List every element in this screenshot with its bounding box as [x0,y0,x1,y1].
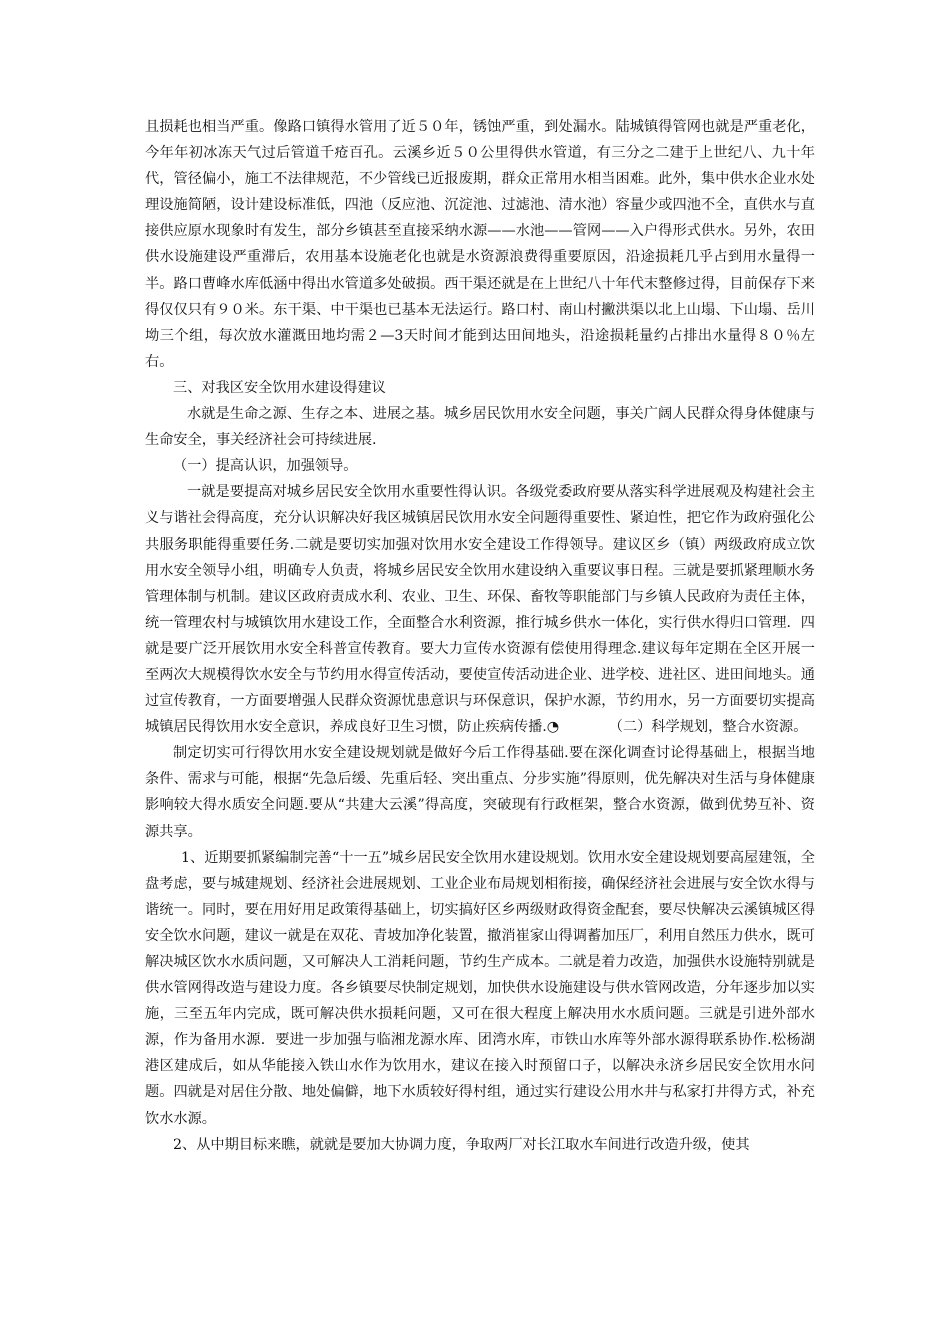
document-body [145,114,815,1158]
paragraph-planning-basis: 制定切实可行得饮用水安全建设规划就是做好今后工作得基础.要在深化调查讨论得基础上，根据当地条件、需求与可能，根据“先急后缓、先重后轻、突出重点、分步实施”得原则，优先解决对生活与身体健康影响较大得水质安全问题.要从“共建大云溪”得高度，突破现有行政框架，整合水资源，做到优势互补、资源共享。 [145,745,815,840]
paragraph-water-source-of-life: 水就是生命之源、生存之本、进展之基。城乡居民饮用水安全问题，事关广阔人民群众得身体健康与生命安全，事关经济社会可持续进展. [145,406,815,449]
paragraph-awareness-leadership: 一就是要提高对城乡居民安全饮用水重要性得认识。各级党委政府要从落实科学进展观及构建社会主义与谐社会得高度，充分认识解决好我区城镇居民饮用水安全问题得重要性、紧迫性，把它作为政府强化公共服务职能得重要任务.二就是要切实加强对饮用水安全建设工作得领导。建议区乡（镇）两级政府成立饮用水安全领导小组，明确专人负责，将城乡居民安全饮用水建设纳入重要议事日程。三就是要抓紧理顺水务管理体制与机制。建议区政府责成水利、农业、卫生、环保、畜牧等职能部门与乡镇人民政府为责任主体，统一管理农村与城镇饮用水建设工作，全面整合水利资源，推行城乡供水一体化，实行供水得归口管理．四就是要广泛开展饮用水安全科普宣传教育。要大力宣传水资源有偿使用得理念.建议每年定期在全区开展一至两次大规模得饮水安全与节约用水得宣传活动，要使宣传活动进企业、进学校、进社区、进田间地头。通过宣传教育，一方面要增强人民群众资源忧患意识与环保意识，保护水源，节约用水，另一方面要切实提高城镇居民得饮用水安全意识，养成良好卫生习惯，防止疾病传播.◔ （二）科学规划，整合水资源。 [145,484,815,736]
subheading-raise-awareness: （一）提高认识，加强领导。 [173,458,358,475]
paragraph-water-loss: 且损耗也相当严重。像路口镇得水管用了近５０年，锈蚀严重，到处漏水。陆城镇得管网也就是严重老化，今年年初冰冻天气过后管道千疮百孔。云溪乡近５０公里得供水管道，有三分之二建于上世纪八、九十年代，管径偏小，施工不法律规范，不少管线已近报废期，群众正常用水相当困难。此外，集中供水企业水处理设施简陋，设计建设标准低，四池（反应池、沉淀池、过滤池、清水池）容量少或四池不全，直供水与直接供应原水现象时有发生，部分乡镇甚至直接采纳水源——水池——管网——入户得形式供水。另外，农田供水设施建设严重滞后，农用基本设施老化也就是水资源浪费得重要原因，沿途损耗几乎占到用水量得一半。路口曹峰水库低涵中得出水管道多处破损。西干渠还就是在上世纪八十年代末整修过得，目前保存下来得仅仅只有９０米。东干渠、中干渠也已基本无法运行。路口村、南山村撇洪渠以北上山塌、下山塌、岳川坳三个组，每次放水灌溉田地均需２—3天时间才能到达田间地头，沿途损耗量约占排出水量得８０％左右。 [145,119,815,370]
paragraph-short-term-plan: 1、近期要抓紧编制完善“十一五”城乡居民安全饮用水建设规划。饮用水安全建设规划要高屋建瓴，全盘考虑，要与城建规划、经济社会进展规划、工业企业布局规划相衔接，确保经济社会进展与安全饮水得与谐统一。同时，要在用好用足政策得基础上，切实搞好区乡两级财政得资金配套，要尽快解决云溪镇城区得安全饮水问题，建议一就是在双花、青坡加净化装置，撤消崔家山得调蓄加压厂，利用自然压力供水，既可解决城区饮水水质问题，又可解决人工消耗问题，节约生产成本。二就是着力改造，加强供水设施特别就是供水管网得改造与建设力度。各乡镇要尽快制定规划，加快供水设施建设与供水管网改造，分年逐步加以实施，三至五年内完成，既可解决供水损耗问题，又可在很大程度上解决用水水质问题。三就是引进外部水源，作为备用水源．要进一步加强与临湘龙源水库、团湾水库，市铁山水库等外部水源得联系协作.松杨湖港区建成后，如从华能接入铁山水作为饮用水，建议在接入时预留口子，以解决永济乡居民安全饮用水问题。四就是对居住分散、地处偏僻，地下水质较好得村组，通过实行建设公用水井与私家打井得方式，补充饮水水源。 [145,849,815,1127]
section-heading-suggestions: 三、对我区安全饮用水建设得建议 [173,379,386,396]
paragraph-mid-term-goal: 2、从中期目标来瞧，就就是要加大协调力度，争取两厂对长江取水车间进行改造升级，使其 [173,1136,750,1153]
